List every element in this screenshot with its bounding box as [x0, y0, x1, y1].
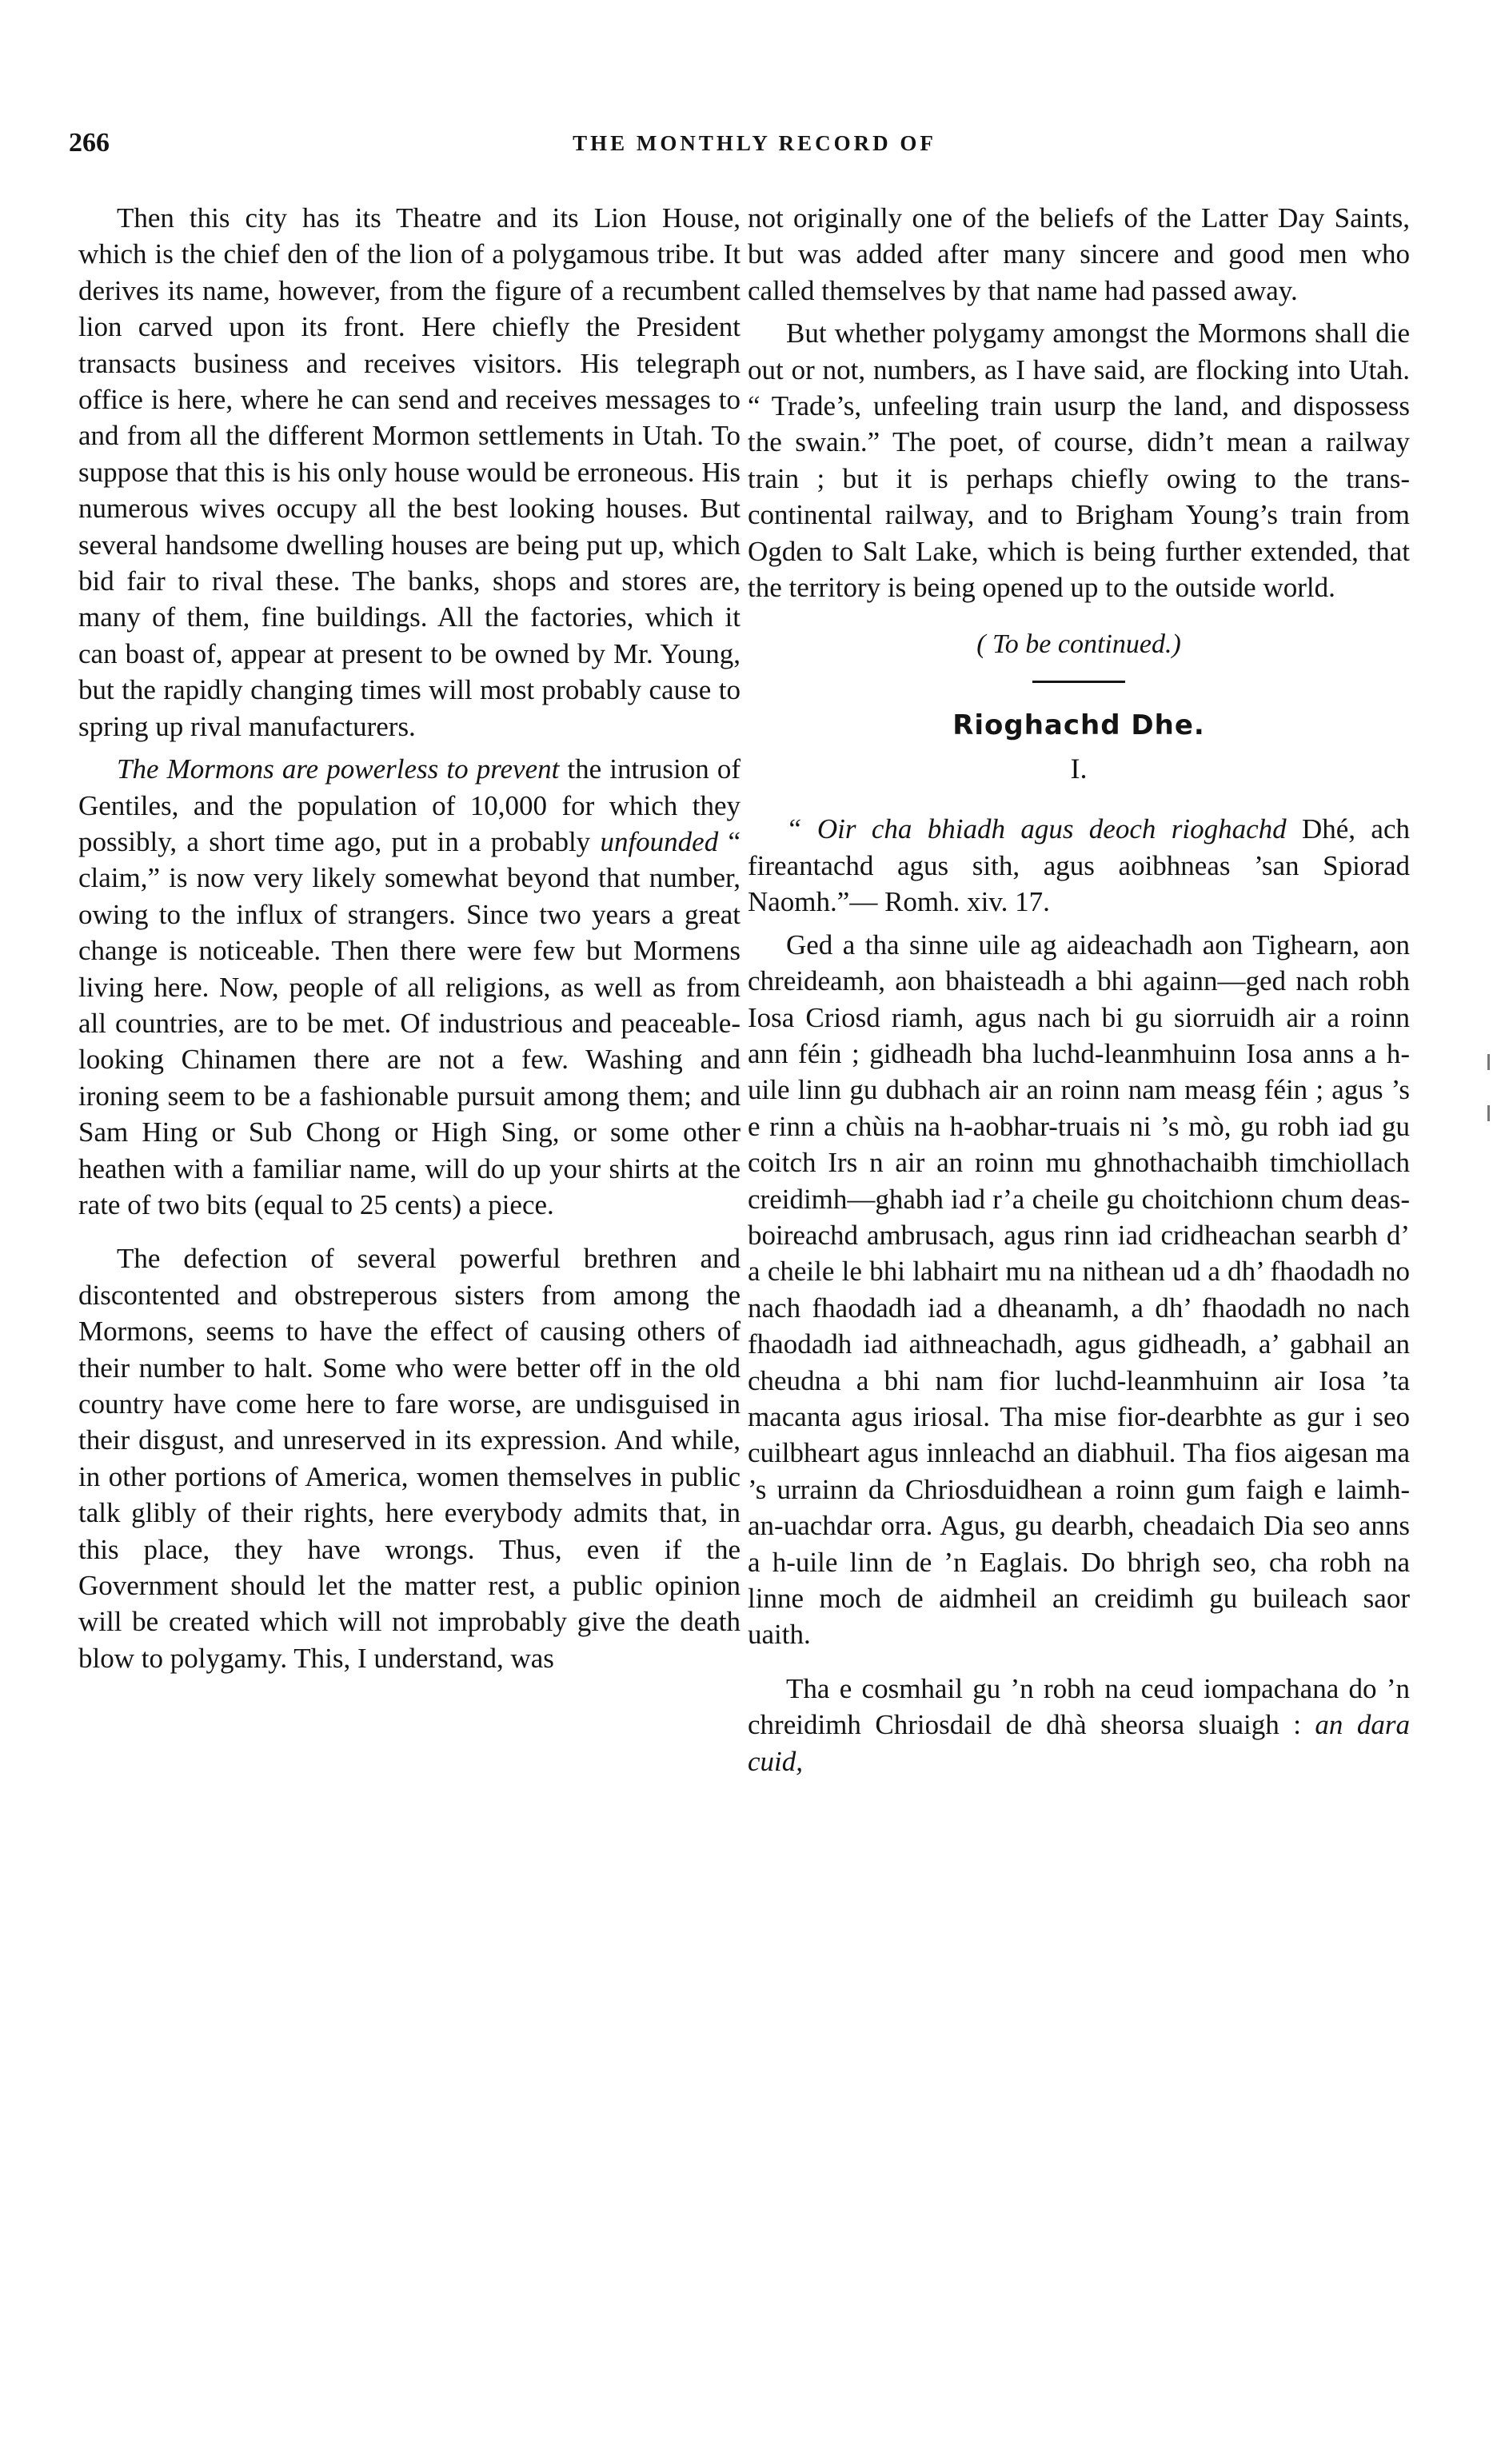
section-numeral: I.	[1070, 753, 1088, 785]
final-italic: an dara cuid,	[748, 1709, 1411, 1777]
paragraph-population-mid: the intrusion of Gentiles, and the population of 10,000 for which they possibly, a short time ago, put in a probably	[78, 753, 741, 857]
paragraph-beliefs: not originally one of the beliefs of the Latter Day Saints, but was added after many sincere and good men who called themselves by that name had passed away.	[748, 202, 1410, 306]
epigraph	[748, 811, 1410, 920]
epigraph-italic: “ Oir cha bhiadh agus deoch rioghachd	[786, 813, 1287, 845]
claim-text: “ claim,”	[78, 825, 741, 894]
epigraph-rest: Dhé, ach fireantachd agus sith, agus aoibhneas ’san Spiorad Naomh.”— Romh. xiv. 17.	[748, 813, 1410, 918]
running-head: THE MONTHLY RECORD OF	[573, 131, 936, 155]
right-column	[748, 200, 1410, 1786]
italic-word: unfounded	[600, 825, 719, 857]
paragraph-defection: The defection of several powerful brethren and discontented and obstreperous sisters from among the Mormons, seems to have the effect of causing others of their number to halt. Some who were better off in the old country have come here to fare worse, are undisguised in their disgust, and unreserved in its expression. And while, in other portions of America, women themselves in public talk glibly of their rights, here everybody admits that, in this place, they have wrongs. Thus, even if the Government should let the matter rest, a public opinion will be created which will not improbably give the death blow to polygamy. This, I understand, was	[78, 1243, 741, 1674]
paragraph-population	[78, 751, 741, 1223]
section-title: Rioghachd Dhe.	[952, 709, 1205, 742]
left-column	[78, 200, 741, 1683]
section-divider	[1032, 681, 1125, 683]
final-lead: Tha e cosmhail gu ’n robh na ceud iompachana do ’n chreidimh Chriosdail de dhà sheorsa sluaigh :	[748, 1672, 1410, 1741]
edge-mark-top	[1487, 1054, 1490, 1070]
italic-lead: The Mormons are powerless to prevent	[117, 753, 560, 785]
paragraph-population-text: is now very likely somewhat beyond that number, owing to the influx of strangers. Since two years a great change is noticeable. Then there were few but Mormens living here. Now, people of all religions, as well as from all countries, are to be met. Of industrious and peaceable-looking Chinamen there are not a few. Washing and ironing seem to be a fashionable pursuit among them; and Sam Hing or Sub Chong or High Sing, or some other heathen with a familiar name, will do up your shirts at the rate of two bits (equal to 25 cents) a piece.	[78, 862, 741, 1220]
paragraph-lion-house: Then this city has its Theatre and its Lion House, which is the chief den of the lion of a polygamous tribe. It derives its name, however, from the figure of a recumbent lion carved upon its front. Here chiefly the President transacts business and receives visitors. His telegraph office is here, where he can send and receives messages to and from all the different Mormon settlements in Utah. To suppose that this is his only house would be erroneous. His numerous wives occupy all the best looking houses. But several handsome dwelling houses are being put up, which bid fair to rival these. The banks, shops and stores are, many of them, fine buildings. All the factories, which it can boast of, appear at present to be owned by Mr. Young, but the rapidly changing times will most probably cause to spring up rival manufacturers.	[78, 202, 741, 742]
paragraph-utah: But whether polygamy amongst the Mormons shall die out or not, numbers, as I have said, are flocking into Utah. “ Trade’s, unfeeling train usurp the land, and dispossess the swain.” The poet, of course, didn’t mean a railway train ; but it is perhaps chiefly owing to the trans-continental railway, and to Brigham Young’s train from Ogden to Salt Lake, which is being further extended, that the territory is being opened up to the outside world.	[748, 317, 1410, 604]
page-number: 266	[69, 128, 110, 158]
page-header	[69, 128, 1440, 168]
paragraph-gaelic: Ged a tha sinne uile ag aideachadh aon Tighearn, aon chreideamh, aon bhaisteadh a bhi againn—ged nach robh Iosa Criosd riamh, agus nach bi gu siorruidh air a roinn ann féin ; gidheadh bha luchd-leanmhuinn Iosa anns a h-uile linn gu dubhach air an roinn nam measg féin ; agus ’s e rinn a chùis na h-aobhar-truais ni ’s mò, gu robh iad gu coitch Irs n air an roinn mu ghnothachaibh timchiollach creidimh—ghabh iad r’a cheile gu choitchionn chum deas-boireachd ambrusach, agus rinn iad cridheachan searbh d’ a cheile le bhi labhairt mu na nithean ud a dh’ fhaodadh no nach fhaodadh iad a dheanamh, a dh’ fhaodadh no nach fhaodadh iad aithneachadh, agus gidheadh, a’ gabhail an cheudna a bhi nam fior luchd-leanmhuinn air Iosa ’ta macanta agus iriosal. Tha mise fior-dearbhte as gur i seo cuilbheart agus innleachd an diabhuil. Tha fios aigesan ma ’s urrainn da Chriosduidhean a roinn gum faigh e laimh-an-uachdar orra. Agus, gu dearbh, cheadaich Dia seo anns a h-uile linn de ’n Eaglais. Do bhrigh seo, cha robh na linne moch de aidmheil an creidimh gu buileach saor uaith.	[748, 928, 1410, 1651]
paragraph-final	[748, 1671, 1410, 1779]
to-be-continued: ( To be continued.)	[976, 629, 1181, 660]
edge-mark-bottom	[1487, 1105, 1490, 1121]
